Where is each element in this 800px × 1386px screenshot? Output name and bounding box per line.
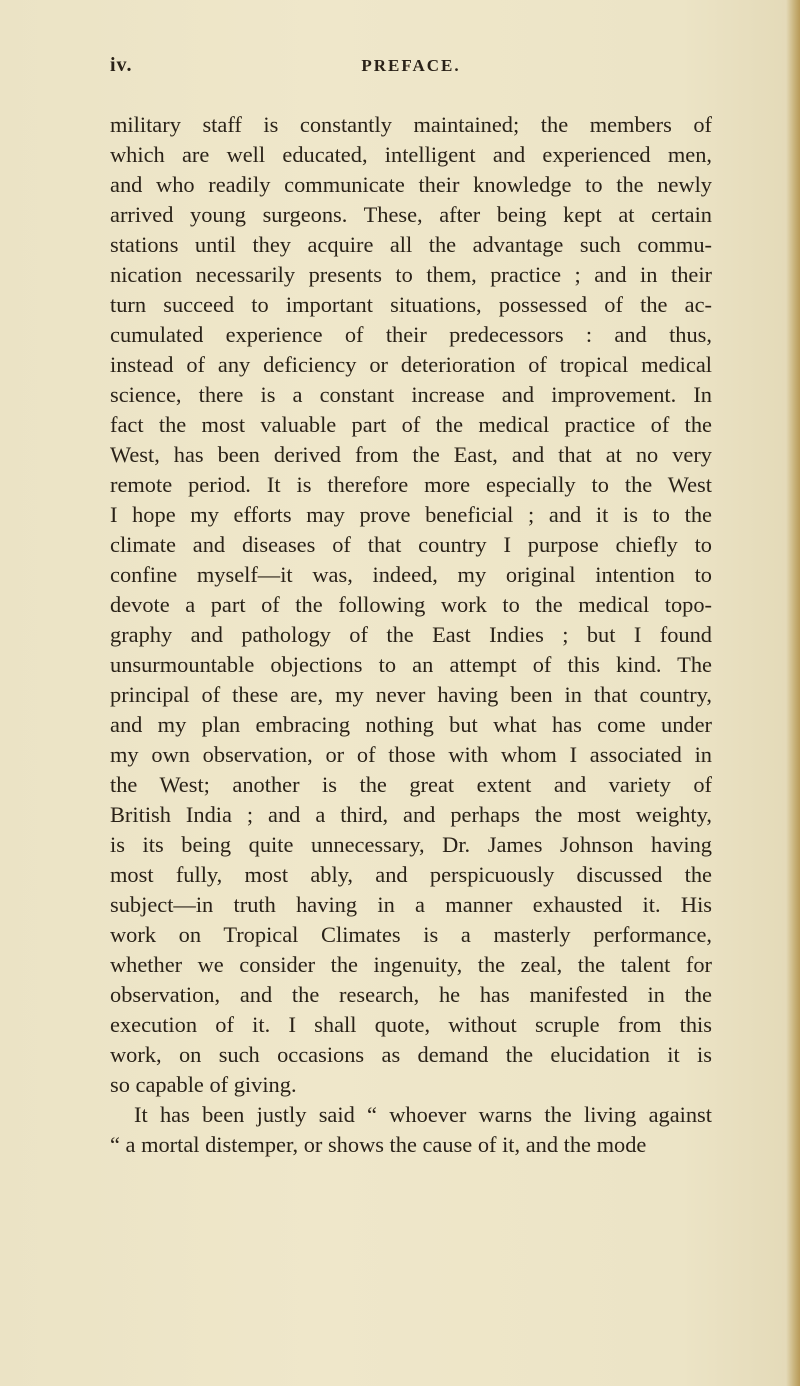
text-line: subject—in truth having in a manner exhausted it. His — [110, 892, 712, 917]
text-line: is its being quite unnecessary, Dr. James Johnson having — [110, 832, 712, 857]
text-line: observation, and the research, he has manifested in the — [110, 982, 712, 1007]
text-line: work, on such occasions as demand the elucidation it is — [110, 1042, 712, 1067]
page-header — [110, 48, 712, 84]
text-line: unsurmountable objections to an attempt of this kind. The — [110, 652, 712, 677]
text-line: principal of these are, my never having been in that country, — [110, 682, 712, 707]
text-line: instead of any deficiency or deterioration of tropical medical — [110, 352, 712, 377]
paragraph-end-line: so capable of giving. — [110, 1072, 297, 1097]
text-line: climate and diseases of that country I purpose chiefly to — [110, 532, 712, 557]
page-edge-shadow — [786, 0, 800, 1386]
text-line: turn succeed to important situations, possessed of the ac- — [110, 292, 712, 317]
paragraph-start-line: It has been justly said “ whoever warns the living against — [134, 1102, 712, 1127]
text-line: the West; another is the great extent and variety of — [110, 772, 712, 797]
text-line: arrived young surgeons. These, after being kept at certain — [110, 202, 712, 227]
text-line: execution of it. I shall quote, without scruple from this — [110, 1012, 712, 1037]
text-line: devote a part of the following work to the medical topo- — [110, 592, 712, 617]
text-line: remote period. It is therefore more especially to the West — [110, 472, 712, 497]
text-line: military staff is constantly maintained; the members of — [110, 112, 712, 137]
text-line: cumulated experience of their predecessors : and thus, — [110, 322, 712, 347]
text-line: stations until they acquire all the advantage such commu- — [110, 232, 712, 257]
text-line: fact the most valuable part of the medical practice of the — [110, 412, 712, 437]
text-line: I hope my efforts may prove beneficial ; and it is to the — [110, 502, 712, 527]
text-line: most fully, most ably, and perspicuously discussed the — [110, 862, 712, 887]
text-line: work on Tropical Climates is a masterly performance, — [110, 922, 712, 947]
preface-body-text — [110, 110, 712, 1160]
text-line: my own observation, or of those with whom I associated in — [110, 742, 712, 767]
page-number: iv. — [110, 54, 133, 76]
text-line: British India ; and a third, and perhaps the most weighty, — [110, 802, 712, 827]
text-line: graphy and pathology of the East Indies ; but I found — [110, 622, 712, 647]
text-line: “ a mortal distemper, or shows the cause of it, and the mode — [110, 1132, 647, 1157]
text-line: and who readily communicate their knowledge to the newly — [110, 172, 712, 197]
running-head: PREFACE. — [361, 56, 461, 75]
text-line: and my plan embracing nothing but what has come under — [110, 712, 712, 737]
text-line: West, has been derived from the East, and that at no very — [110, 442, 712, 467]
text-line: confine myself—it was, indeed, my original intention to — [110, 562, 712, 587]
text-line: science, there is a constant increase and improvement. In — [110, 382, 712, 407]
text-line: which are well educated, intelligent and experienced men, — [110, 142, 712, 167]
text-line: nication necessarily presents to them, practice ; and in their — [110, 262, 712, 287]
text-line: whether we consider the ingenuity, the zeal, the talent for — [110, 952, 712, 977]
